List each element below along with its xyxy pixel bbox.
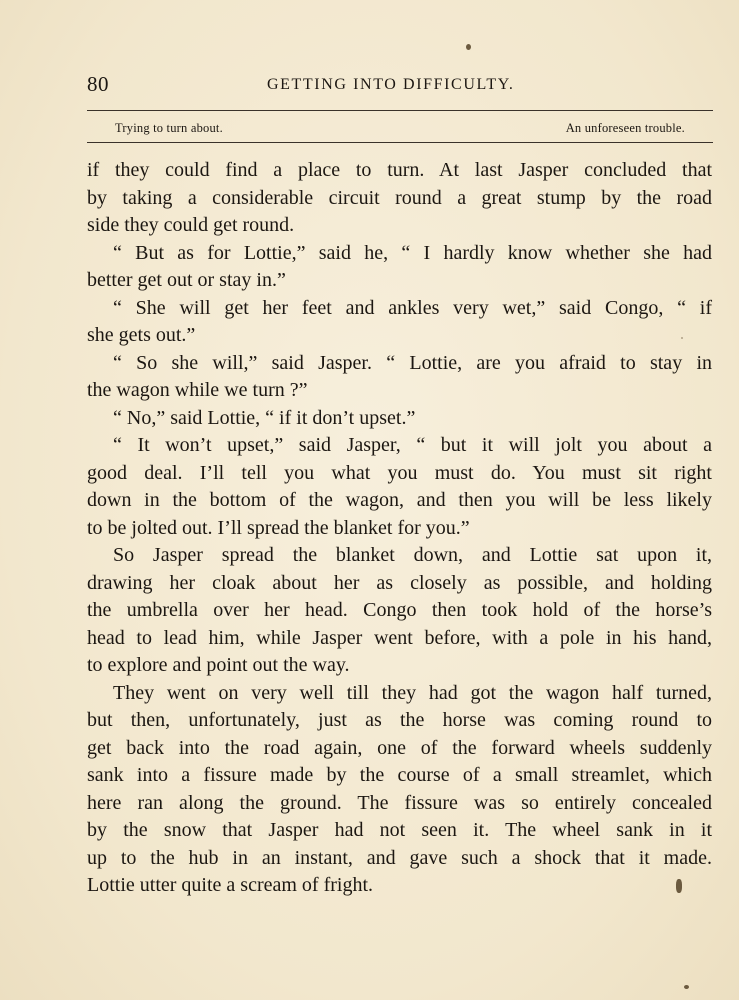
text-line: head to lead him, while Jasper went before, with a pole in his hand, <box>87 626 712 649</box>
paper-speck <box>676 879 682 893</box>
paper-speck <box>681 337 683 339</box>
text-line: by taking a considerable circuit round a great stump by the road <box>87 186 712 209</box>
text-line: down in the bottom of the wagon, and then you will be less likely <box>87 489 712 511</box>
text-line: here ran along the ground. The fissure was so entirely concealed <box>87 791 712 814</box>
body-text <box>87 157 712 900</box>
text-line: but then, unfortunately, just as the horse was coming round to <box>87 709 712 731</box>
text-line: They went on very well till they had got the wagon half turned, <box>113 681 712 704</box>
text-line: better get out or stay in.” <box>87 269 286 291</box>
running-head <box>87 72 712 98</box>
text-line: if they could find a place to turn. At last Jasper concluded that <box>87 159 712 181</box>
text-line: she gets out.” <box>87 324 196 346</box>
text-line: to be jolted out. I’ll spread the blanket for you.” <box>87 516 470 539</box>
text-line: the wagon while we turn ?” <box>87 379 308 401</box>
text-line: the umbrella over her head. Congo then took hold of the horse’s <box>87 599 712 621</box>
text-line: “ But as for Lottie,” said he, “ I hardly know whether she had <box>113 241 712 264</box>
page-number: 80 <box>87 72 109 96</box>
text-line: get back into the road again, one of the forward wheels suddenly <box>87 736 712 759</box>
chapter-title: GETTING INTO DIFFICULTY. <box>267 76 515 93</box>
header-rule-bottom <box>87 142 713 143</box>
text-line: “ No,” said Lottie, “ if it don’t upset.” <box>113 406 416 429</box>
text-line: “ It won’t upset,” said Jasper, “ but it will jolt you about a <box>113 434 712 456</box>
text-line: drawing her cloak about her as closely as possible, and holding <box>87 571 712 594</box>
text-line: sank into a fissure made by the course of a small streamlet, which <box>87 764 712 786</box>
sidenote-right: An unforeseen trouble. <box>565 121 685 135</box>
text-line: So Jasper spread the blanket down, and Lottie sat upon it, <box>113 544 712 566</box>
text-line: “ She will get her feet and ankles very wet,” said Congo, “ if <box>113 296 712 319</box>
sidenote-left: Trying to turn about. <box>115 121 223 135</box>
text-line: up to the hub in an instant, and gave such a shock that it made. <box>87 846 712 869</box>
header-rule-top <box>87 110 713 111</box>
paper-speck <box>466 44 471 50</box>
text-line: side they could get round. <box>87 214 295 236</box>
text-line: by the snow that Jasper had not seen it. The wheel sank in it <box>87 819 712 841</box>
text-line: good deal. I’ll tell you what you must do. You must sit right <box>87 461 712 484</box>
text-line: to explore and point out the way. <box>87 654 350 676</box>
text-line: Lottie utter quite a scream of fright. <box>87 874 374 896</box>
paper-speck <box>684 985 689 989</box>
text-line: “ So she will,” said Jasper. “ Lottie, are you afraid to stay in <box>113 351 712 374</box>
